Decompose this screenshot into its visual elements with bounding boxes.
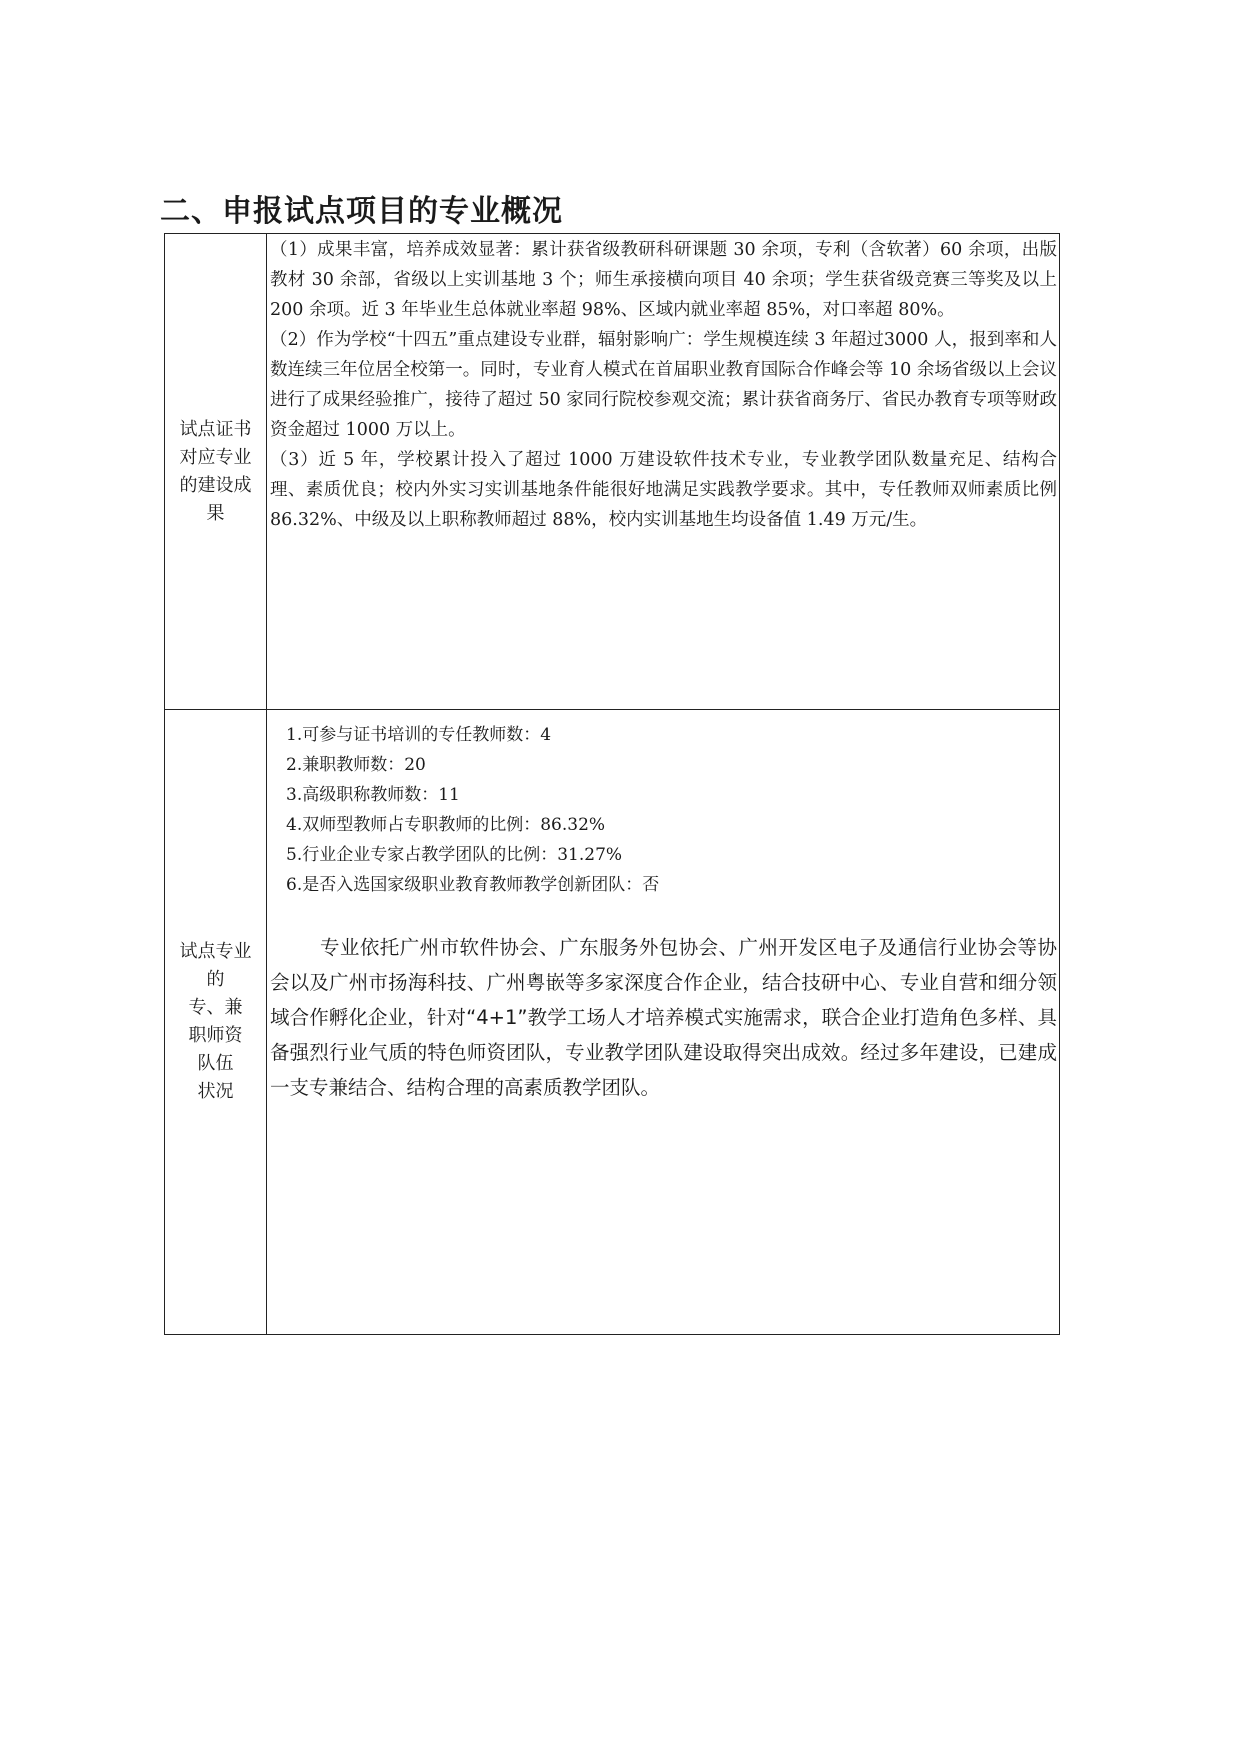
row-label-line: 果	[206, 502, 225, 524]
row-label-faculty	[165, 710, 267, 1335]
row-label-line: 的	[206, 969, 225, 990]
faculty-content	[267, 710, 1060, 1335]
list-item: 4.双师型教师占专职教师的比例：86.32%	[286, 815, 606, 835]
list-item: 2.兼职教师数：20	[286, 755, 426, 775]
row-label-line: 试点专业	[179, 941, 252, 962]
row-label-achievements	[165, 234, 267, 710]
achievement-paragraph: （2）作为学校“十四五”重点建设专业群，辐射影响广：学生规模连续 3 年超过3000 人，报到率和人数连续三年位居全校第一。同时，专业育人模式在首届职业教育国际合作峰会等 10 余场省级以上会议进行了成果经验推广，接待了超过 50 家同行院校参观交流；累计获省商务厅、省民办教育专项等财政资金超过 1000 万以上。	[270, 330, 1057, 440]
table-row-achievements	[165, 234, 1060, 710]
row-label-line: 对应专业	[179, 446, 252, 468]
row-label-line: 队伍	[197, 1053, 234, 1074]
overview-table	[164, 233, 1060, 1335]
row-label-line: 的建设成	[179, 474, 252, 496]
section-title: 二、申报试点项目的专业概况	[160, 194, 563, 229]
list-item: 5.行业企业专家占教学团队的比例：31.27%	[286, 845, 623, 865]
table-row-faculty	[165, 710, 1060, 1335]
list-item: 1.可参与证书培训的专任教师数：4	[286, 725, 552, 745]
achievements-content	[267, 234, 1060, 710]
row-label-line: 职师资	[188, 1025, 243, 1046]
row-label-line: 状况	[197, 1081, 234, 1102]
faculty-paragraph: 专业依托广州市软件协会、广东服务外包协会、广州开发区电子及通信行业协会等协会以及广州市扬海科技、广州粤嵌等多家深度合作企业，结合技研中心、专业自营和细分领域合作孵化企业，针对“4+1”教学工场人才培养模式实施需求，联合企业打造角色多样、具备强烈行业气质的特色师资团队，专业教学团队建设取得突出成效。经过多年建设，已建成一支专兼结合、结构合理的高素质教学团队。	[270, 936, 1057, 1099]
achievement-paragraph: （1）成果丰富，培养成效显著：累计获省级教研科研课题 30 余项，专利（含软著）60 余项，出版教材 30 余部，省级以上实训基地 3 个；师生承接横向项目 40 余项；学生获省级竞赛三等奖及以上 200 余项。近 3 年毕业生总体就业率超 98%、区域内就业率超 85%，对口率超 80%。	[270, 240, 1057, 320]
list-item: 3.高级职称教师数：11	[286, 785, 460, 805]
faculty-stats-list	[270, 720, 1057, 900]
list-item: 6.是否入选国家级职业教育教师教学创新团队：否	[286, 875, 660, 895]
row-label-line: 试点证书	[179, 418, 252, 440]
row-label-line: 专、兼	[188, 997, 243, 1018]
achievement-paragraph: （3）近 5 年，学校累计投入了超过 1000 万建设软件技术专业，专业教学团队数量充足、结构合理、素质优良；校内外实习实训基地条件能很好地满足实践教学要求。其中，专任教师双师素质比例 86.32%、中级及以上职称教师超过 88%，校内实训基地生均设备值 1.49 万元/生。	[270, 450, 1057, 530]
